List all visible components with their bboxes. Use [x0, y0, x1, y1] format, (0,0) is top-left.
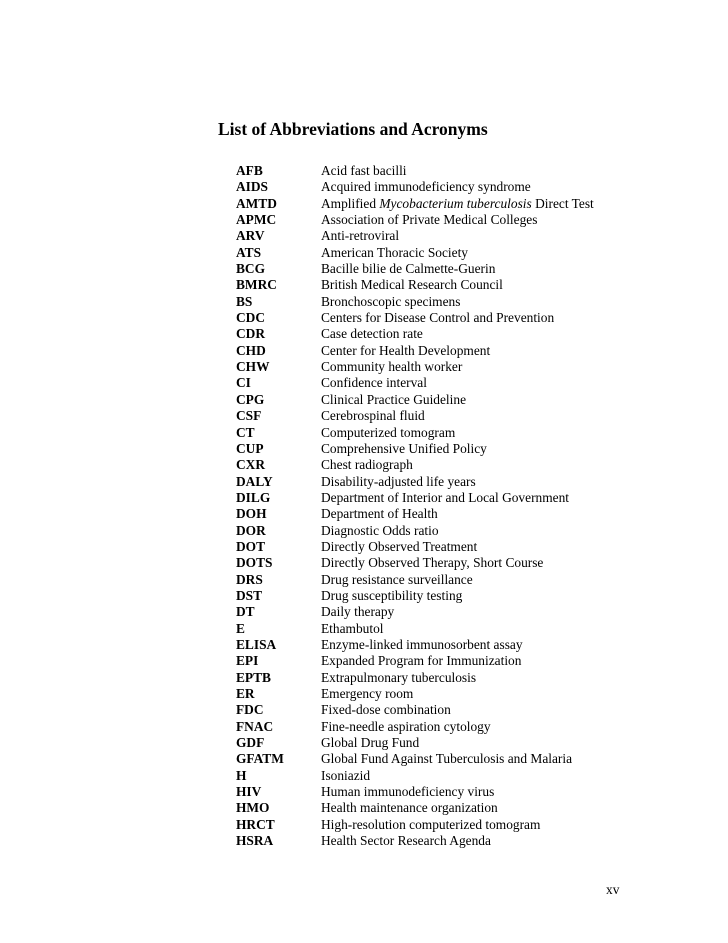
abbreviation-row — [236, 670, 594, 686]
abbreviation-row — [236, 588, 594, 604]
abbreviation-term: BS — [236, 293, 253, 309]
abbreviation-definition: Case detection rate — [321, 326, 423, 342]
abbreviation-definition: Department of Health — [321, 506, 438, 522]
abbreviation-row — [236, 539, 594, 555]
abbreviation-term: APMC — [236, 212, 277, 228]
abbreviation-definition: Community health worker — [321, 359, 463, 375]
abbreviation-row — [236, 637, 594, 653]
abbreviation-term: HMO — [236, 800, 270, 816]
abbreviation-term: AIDS — [236, 179, 268, 195]
abbreviation-definition: American Thoracic Society — [321, 244, 468, 260]
abbreviation-definition: Global Drug Fund — [321, 735, 420, 751]
abbreviation-row — [236, 196, 594, 212]
abbreviation-term: DILG — [236, 489, 271, 505]
page-title: List of Abbreviations and Acronyms — [218, 119, 488, 139]
abbreviation-row — [236, 800, 594, 816]
abbreviation-term: CHW — [236, 359, 270, 375]
abbreviation-row — [236, 490, 594, 506]
abbreviation-row — [236, 228, 594, 244]
abbreviation-definition: Ethambutol — [321, 620, 384, 636]
abbreviation-row — [236, 833, 594, 849]
abbreviation-definition: Acid fast bacilli — [321, 163, 407, 178]
abbreviation-row — [236, 277, 594, 293]
abbreviation-row — [236, 457, 594, 473]
abbreviation-row — [236, 261, 594, 277]
abbreviation-term: CXR — [236, 457, 266, 473]
definition-text: Direct Test — [531, 195, 594, 211]
abbreviation-row — [236, 572, 594, 588]
abbreviation-term: CSF — [236, 408, 262, 424]
abbreviation-row — [236, 425, 594, 441]
abbreviation-definition: Health maintenance organization — [321, 800, 498, 816]
abbreviation-row — [236, 310, 594, 326]
abbreviation-definition: Bronchoscopic specimens — [321, 293, 461, 309]
page-number: xv — [606, 882, 620, 897]
abbreviation-term: FNAC — [236, 718, 274, 734]
definition-text: Amplified — [321, 195, 380, 211]
abbreviation-definition: Cerebrospinal fluid — [321, 408, 425, 424]
abbreviation-definition: Isoniazid — [321, 767, 371, 783]
abbreviation-term: CPG — [236, 391, 265, 407]
abbreviation-definition: Drug susceptibility testing — [321, 587, 463, 603]
abbreviation-definition — [321, 196, 594, 212]
abbreviation-definition: Association of Private Medical Colleges — [321, 212, 538, 228]
italic-term: Mycobacterium tuberculosis — [379, 195, 532, 211]
abbreviation-row — [236, 359, 594, 375]
abbreviation-definition: Daily therapy — [321, 604, 395, 620]
abbreviation-term: CUP — [236, 440, 264, 456]
abbreviation-term: CDR — [236, 326, 266, 342]
abbreviation-definition: Anti-retroviral — [321, 228, 400, 244]
abbreviation-term: E — [236, 620, 245, 636]
abbreviation-definition: Extrapulmonary tuberculosis — [321, 669, 477, 685]
abbreviation-term: ATS — [236, 244, 262, 260]
abbreviation-row — [236, 326, 594, 342]
abbreviation-definition: Acquired immunodeficiency syndrome — [321, 179, 531, 195]
abbreviation-row — [236, 179, 594, 195]
abbreviation-row — [236, 523, 594, 539]
abbreviation-definition: Health Sector Research Agenda — [321, 833, 491, 849]
abbreviation-row — [236, 719, 594, 735]
abbreviation-definition: Enzyme-linked immunosorbent assay — [321, 636, 523, 652]
abbreviation-list — [236, 163, 594, 849]
abbreviation-term: CT — [236, 424, 255, 440]
abbreviation-term: CDC — [236, 310, 266, 326]
abbreviation-definition: Comprehensive Unified Policy — [321, 440, 487, 456]
abbreviation-definition: British Medical Research Council — [321, 277, 503, 293]
abbreviation-term: BMRC — [236, 277, 277, 293]
abbreviation-term: AFB — [236, 163, 263, 178]
abbreviation-term: DT — [236, 604, 255, 620]
abbreviation-definition: Clinical Practice Guideline — [321, 391, 467, 407]
abbreviation-row — [236, 784, 594, 800]
abbreviation-definition: Human immunodeficiency virus — [321, 784, 495, 800]
abbreviation-definition: Expanded Program for Immunization — [321, 653, 522, 669]
abbreviation-term: AMTD — [236, 195, 277, 211]
abbreviation-term: DOH — [236, 506, 267, 522]
abbreviation-row — [236, 245, 594, 261]
abbreviation-term: H — [236, 767, 247, 783]
abbreviation-row — [236, 751, 594, 767]
abbreviation-term: DRS — [236, 571, 263, 587]
abbreviation-term: EPTB — [236, 669, 271, 685]
abbreviation-definition: Emergency room — [321, 686, 414, 701]
abbreviation-term: DOTS — [236, 555, 273, 571]
abbreviation-term: CHD — [236, 342, 266, 358]
abbreviation-row — [236, 735, 594, 751]
abbreviation-definition: Disability-adjusted life years — [321, 473, 476, 489]
abbreviation-row — [236, 474, 594, 490]
abbreviation-row — [236, 163, 594, 179]
abbreviation-definition: Confidence interval — [321, 375, 427, 391]
abbreviation-definition: Directly Observed Therapy, Short Course — [321, 555, 544, 571]
abbreviation-row — [236, 294, 594, 310]
abbreviation-row — [236, 768, 594, 784]
abbreviation-row — [236, 212, 594, 228]
abbreviation-term: HSRA — [236, 833, 274, 849]
abbreviation-row — [236, 441, 594, 457]
abbreviation-term: FDC — [236, 702, 264, 718]
abbreviation-row — [236, 621, 594, 637]
abbreviation-row — [236, 375, 594, 391]
abbreviation-definition: Global Fund Against Tuberculosis and Malaria — [321, 751, 573, 767]
abbreviation-definition: Drug resistance surveillance — [321, 571, 473, 587]
abbreviation-row — [236, 506, 594, 522]
abbreviation-definition: Bacille bilie de Calmette-Guerin — [321, 261, 496, 277]
abbreviation-term: BCG — [236, 261, 266, 277]
abbreviation-term: ARV — [236, 228, 265, 244]
abbreviation-row — [236, 817, 594, 833]
abbreviation-definition: Chest radiograph — [321, 457, 413, 473]
abbreviation-term: ELISA — [236, 636, 277, 652]
abbreviation-definition: Computerized tomogram — [321, 424, 456, 440]
abbreviation-definition: Centers for Disease Control and Prevention — [321, 310, 555, 326]
abbreviation-definition: High-resolution computerized tomogram — [321, 816, 541, 832]
abbreviation-row — [236, 604, 594, 620]
abbreviation-definition: Department of Interior and Local Government — [321, 489, 570, 505]
abbreviation-row — [236, 343, 594, 359]
abbreviation-term: ER — [236, 686, 255, 701]
abbreviation-row — [236, 555, 594, 571]
abbreviation-term: HIV — [236, 784, 262, 800]
abbreviation-row — [236, 653, 594, 669]
abbreviation-term: HRCT — [236, 816, 275, 832]
abbreviation-definition: Diagnostic Odds ratio — [321, 522, 439, 538]
abbreviation-term: DALY — [236, 473, 273, 489]
abbreviation-term: DOR — [236, 522, 266, 538]
abbreviation-row — [236, 408, 594, 424]
abbreviation-term: DST — [236, 587, 263, 603]
abbreviation-term: CI — [236, 375, 251, 391]
abbreviation-definition: Directly Observed Treatment — [321, 538, 478, 554]
abbreviation-term: EPI — [236, 653, 259, 669]
abbreviation-definition: Fixed-dose combination — [321, 702, 451, 718]
abbreviation-term: GDF — [236, 735, 265, 751]
abbreviation-term: GFATM — [236, 751, 284, 767]
abbreviation-row — [236, 702, 594, 718]
abbreviation-definition: Center for Health Development — [321, 342, 491, 358]
abbreviation-row — [236, 686, 594, 702]
abbreviation-term: DOT — [236, 538, 266, 554]
abbreviation-row — [236, 392, 594, 408]
abbreviation-definition: Fine-needle aspiration cytology — [321, 718, 491, 734]
